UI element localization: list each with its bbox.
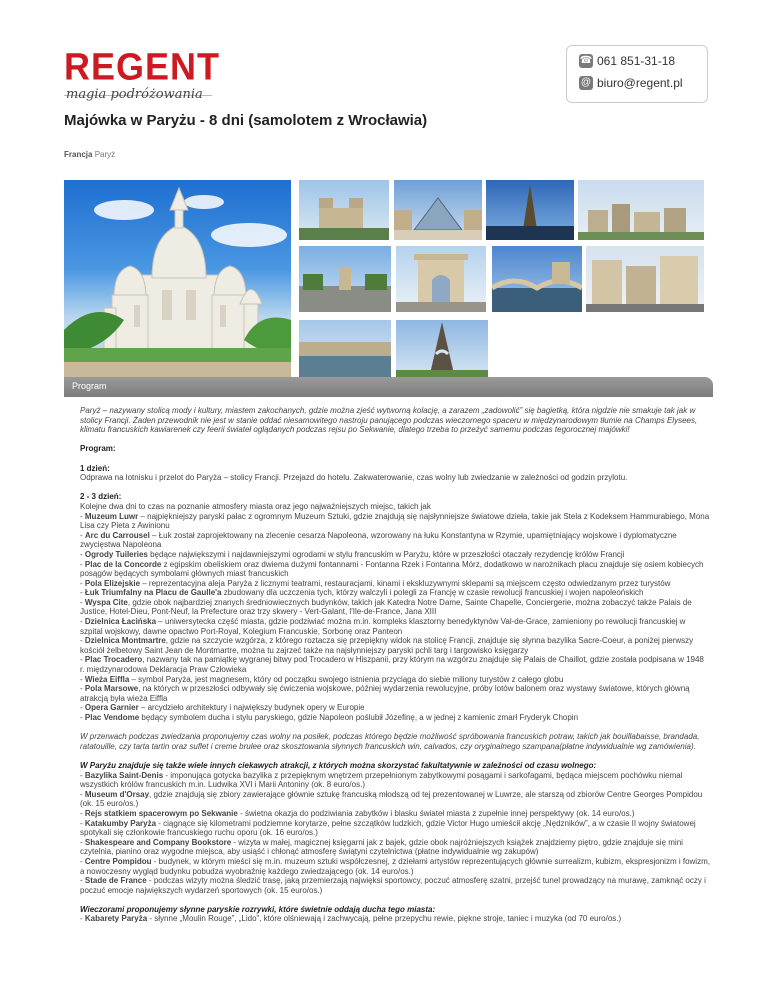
attraction-description: - świetna okazja do podziwiania zabytków i blasku świateł miasta z zupełnie innej perspektywy (ok. 14 euro/os.) xyxy=(237,808,635,818)
photo-eiffel-tower[interactable] xyxy=(396,320,488,378)
breadcrumb xyxy=(64,150,115,159)
attraction-description: – symbol Paryża, jest magnesem, który od początku swojego istnienia przyciąga do siebie miliony turystów z całego globu xyxy=(129,674,564,684)
attraction-description: będący symbolem ducha i stylu paryskiego, gdzie Napoleon poślubił Józefinę, a w jednej z kamienic zmarł Fryderyk Chopin xyxy=(139,713,579,722)
day23-attractions-list xyxy=(80,512,710,723)
attraction-description: z egipskim obeliskiem oraz dwiema dużymi fontannami - Fontanna Rzek i Fontanna Mórz, dodatkowo w narożnikach placu znajduje się osiem kobiecych posągów będących symbolami głównych miast francuskich xyxy=(80,559,704,579)
attraction-name: Stade de France xyxy=(84,876,147,886)
list-item: - Ogrody Tuileries będące największymi i najdawniejszymi ogrodami w stylu francuskim w Paryżu, które w przeszłości otaczały rezydencję królów Francji xyxy=(80,549,625,559)
attraction-description: – reprezentacyjna aleja Paryża z licznymi teatrami, restauracjami, kinami i ekskluzywnymi sklepami są miejscem często odwiedzanym przez turystów xyxy=(140,578,671,588)
attraction-description: zbudowany dla uczczenia tych, którzy walczyli i polegli za Francję w czasie rewolucji francuskiej i wojen napoleońskich xyxy=(221,588,644,598)
attraction-name: Katakumby Paryża xyxy=(84,818,157,828)
day23-label: 2 - 3 dzień: xyxy=(80,492,122,502)
contact-email[interactable]: biuro@regent.pl xyxy=(597,76,683,90)
breadcrumb-city[interactable]: Paryż xyxy=(94,150,116,159)
attraction-name: Pola Elizejskie xyxy=(84,578,141,588)
attraction-name: Shakespeare and Company Bookstore xyxy=(84,837,232,847)
dining-paragraph: W przerwach podczas zwiedzania proponujemy czas wolny na posiłek, podczas którego będzie możliwość spróbowania francuskich potraw, takich jak bouillabaisse, brandada, ratatouille, czy tarta tartin oraz suflet i creme brulee oraz skosztowania słynnych francuskich win, calvados, czy oryginalnego szampana(płatne indywidualnie wg zamówienia). xyxy=(80,732,700,751)
day1-text: Odprawa na lotnisku i przelot do Paryża – stolicy Francji. Przejazd do hotelu. Zakwaterowanie, czas wolny lub zwiedzanie w zależności od godzin przylotu. xyxy=(80,473,628,483)
attraction-name: Wyspa Cite xyxy=(84,597,128,607)
attraction-description: - podczas wizyty można śledzić trasę, jaką przemierzają najwięksi sportowcy, poczuć atmosferę szatni, przejść tunel prowadzący na murawę, zamknąć oczy i poczuć emocje największych wydarzeń sportowych (ok. 15 euro/os.) xyxy=(80,876,706,895)
optional-attractions-list xyxy=(80,771,710,896)
list-item: - Arc du Carrousel – Łuk został zaprojektowany na zlecenie cesarza Napoleona, wzorowany na łuku Konstantyna w Rzymie, upamiętniający wojskowe i dyplomatyczne zwycięstwa Napoleona xyxy=(80,530,677,550)
photo-louvre-pyramid[interactable] xyxy=(394,180,482,240)
photo-seine-river[interactable] xyxy=(299,320,391,378)
evening-attractions-list xyxy=(80,914,710,924)
evening-heading: Wieczorami proponujemy słynne paryskie rozrywki, które świetnie oddają ducha tego miasta: xyxy=(80,904,436,914)
logo-tagline: magia podróżowania xyxy=(66,87,203,102)
photo-sacre-coeur[interactable] xyxy=(64,180,291,378)
list-item: - Rejs statkiem spacerowym po Sekwanie - świetna okazja do podziwiania zabytków i blasku świateł miasta z zupełnie innej perspektywy (ok. 14 euro/os.) xyxy=(80,808,635,818)
attraction-description: – najpiękniejszy paryski pałac z ogromnym Muzeum Sztuki, gdzie znajdują się najsłynniejsze światowe dzieła, takie jak Stela z Kodeksem Hammurabiego, Mona Lisa czy Pieta z Awinionu xyxy=(80,511,710,531)
list-item: - Dzielnica Łacińska – uniwersytecka część miasta, gdzie podziwiać można m.in. kompleks klasztorny benedyktynów Val-de-Grace, zamieniony po rewolucji francuskiej w szpital wojskowy, dawne opactwo Port-Royal, Kolegium Francuskie, Sorbonę oraz Panteon xyxy=(80,617,686,636)
list-item: - Wieża Eiffla – symbol Paryża, jest magnesem, który od początku swojego istnienia przyciąga do siebie miliony turystów z całego globu xyxy=(80,674,564,684)
attraction-name: Pola Marsowe xyxy=(84,684,139,694)
attraction-description: – uniwersytecka część miasta, gdzie podziwiać można m.in. kompleks klasztorny benedyktynów Val-de-Grace, zamieniony po rewolucji francuskiej w szpital wojskowy, dawne opactwo Port-Royal, Kolegium Francuskie, Sorbonę oraz Panteon xyxy=(80,617,686,636)
attraction-description: będące największymi i najdawniejszymi ogrodami w stylu francuskim w Paryżu, które w przeszłości otaczały rezydencję królów Francji xyxy=(147,549,625,559)
regent-logo[interactable] xyxy=(64,44,221,105)
attraction-name: Dzielnica Montmartre xyxy=(84,636,166,646)
list-item: - Stade de France - podczas wizyty można śledzić trasę, jaką przemierzają najwięksi sportowcy, poczuć atmosferę szatni, przejść tunel prowadzący na murawę, zamknąć oczy i poczuć emocje największych wydarzeń sportowych (ok. 15 euro/os.) xyxy=(80,876,706,895)
attraction-description: , gdzie obok najbardziej znanych średniowiecznych budynków, takich jak Katedra Notre Dame, Sainte Chapelle, Conciergerie, można zobaczyć także Palais de Justice, Hotel-Dieu, Pont-Neuf, la Prefecture oraz trzy skwery - Vert-Galant, l'Ile-de-France, Jana XIII xyxy=(80,597,692,617)
contact-phone[interactable]: 061 851-31-18 xyxy=(597,54,676,68)
photo-seine-bridge[interactable] xyxy=(492,246,582,312)
list-item: - Bazylika Saint-Denis - imponująca gotycka bazylika z przepięknym wnętrzem przepełnionym zabytkowymi posągami i sarkofagami, będąca miejscem pochówku niemal wszystkich królów francuskich m.in. Ludwika XVI i Marii Antoniny (ok. 8 euro/os.) xyxy=(80,770,683,790)
list-item: - Wyspa Cite, gdzie obok najbardziej znanych średniowiecznych budynków, takich jak Katedra Notre Dame, Sainte Chapelle, Conciergerie, można zobaczyć także Palais de Justice, Hotel-Dieu, Pont-Neuf, la Prefecture oraz trzy skwery - Vert-Galant, l'Ile-de-France, Jana XIII xyxy=(80,597,692,617)
list-item: - Łuk Triumfalny na Placu de Gaulle'a zbudowany dla uczczenia tych, którzy walczyli i polegli za Francję w czasie rewolucji francuskiej i wojen napoleońskich xyxy=(80,588,644,598)
attraction-description: , nazwany tak na pamiątkę wygranej bitwy pod Trocadero w Hiszpanii, przy którym na wzgórzu znajduje się Palais de Chaillot, gdzie została podpisana w 1948 r. międzynarodowa Deklaracja Praw Człowieka xyxy=(80,655,704,675)
day1-label: 1 dzień: xyxy=(80,463,110,473)
attraction-description: – Łuk został zaprojektowany na zlecenie cesarza Napoleona, wzorowany na łuku Konstantyna w Rzymie, upamiętniający wojskowe i dyplomatyczne zwycięstwa Napoleona xyxy=(80,530,677,550)
program-tab-bar[interactable] xyxy=(64,377,713,397)
list-item: - Katakumby Paryża - ciągnące się kilometrami podziemne korytarze, pełne szczątków ludzkich, gdzie Victor Hugo umieścił akcję „Nędzników”, a w czasie II wojny światowej spotykali się członkowie francuskiego ruchu oporu (ok. 16 euro/os.) xyxy=(80,818,696,838)
attraction-description: , gdzie na szczycie wzgórza, z którego roztacza się przepiękny widok na stolicę Francji, znajduje się słynna bazylika Sacre-Coeur, a poniżej pierwszy kościół żelbetowy Saint Jean de Montmartre, można tu zajrzeć także na najsłynniejszy paryski pchli targ i targowisko księgarzy xyxy=(80,636,694,655)
program-content xyxy=(80,406,710,924)
program-tab-label: Program xyxy=(72,381,107,391)
optional-heading: W Paryżu znajduje się także wiele innych ciekawych atrakcji, z których można skorzystać fakultatywnie w zależności od czasu wolnego: xyxy=(80,760,597,770)
attraction-description: , na których w przeszłości odbywały się ćwiczenia wojskowe, później wydarzenia rewolucyjne, próby lotów balonem oraz wystawy światowe, których główną atrakcją była wieża Eiffla xyxy=(80,684,690,703)
list-item: - Pola Elizejskie – reprezentacyjna aleja Paryża z licznymi teatrami, restauracjami, kinami i ekskluzywnymi sklepami są miejscem często odwiedzanym przez turystów xyxy=(80,578,671,588)
attraction-name: Plac Vendome xyxy=(84,713,140,722)
breadcrumb-country[interactable]: Francja xyxy=(64,150,93,159)
attraction-description: , gdzie znajdują się zbiory zawierające głównie sztukę francuską młodszą od tej prezentowanej w Luwrze, ale starszą od zbiorów Centre Georges Pompidou (ok. 15 euro/os.) xyxy=(80,789,703,809)
attraction-name: Wieża Eiffla xyxy=(84,674,130,684)
list-item: - Plac Vendome będący symbolem ducha i stylu paryskiego, gdzie Napoleon poślubił Józefinę, a w jednej z kamienic zmarł Fryderyk Chopin xyxy=(80,713,579,722)
list-item: - Shakespeare and Company Bookstore - wizyta w małej, magicznej księgarni jak z bajek, gdzie obok najróżniejszych książek znajdziemy piętro, gdzie znajduje się mini czytelnia, pianino oraz wygodne miejsca, aby usiąść i chłonąć atmosferę świątyni czytelnictwa (płatne indywidualnie wg zakupów) xyxy=(80,837,683,857)
attraction-name: Muzeum Luwr xyxy=(84,511,139,521)
attraction-name: Centre Pompidou xyxy=(84,856,152,866)
attraction-name: Opera Garnier xyxy=(84,703,139,713)
attraction-name: Łuk Triumfalny na Placu de Gaulle'a xyxy=(84,588,222,598)
list-item: - Museum d'Orsay, gdzie znajdują się zbiory zawierające głównie sztukę francuską młodszą od tej prezentowanej w Luwrze, ale starszą od zbiorów Centre Georges Pompidou (ok. 15 euro/os.) xyxy=(80,789,703,809)
list-item: - Centre Pompidou - budynek, w którym mieści się m.in. muzeum sztuki współczesnej, z dziełami artystów reprezentujących głównie surrealizm, kubizm, ekspresjonizm i fowizm, a nowoczesny wygląd budynku pobudza wyobraźnię każdego zwiedzającego (ok. 14 euro/os.) xyxy=(80,856,710,876)
attraction-description: - słynne „Moulin Rouge”, „Lido”, które olśniewają i zachwycają, pełne przepychu rewie, piękne stroje, taniec i muzyka (od 70 euro/os.) xyxy=(147,914,622,924)
list-item: - Opera Garnier – arcydzieło architektury i największy budynek opery w Europie xyxy=(80,703,365,713)
photo-gallery xyxy=(64,180,704,380)
list-item: - Muzeum Luwr – najpiękniejszy paryski pałac z ogromnym Muzeum Sztuki, gdzie znajdują się najsłynniejsze światowe dzieła, takie jak Stela z Kodeksem Hammurabiego, Mona Lisa czy Pieta z Awinionu xyxy=(80,511,710,531)
photo-arc-de-triomphe[interactable] xyxy=(396,246,486,312)
list-item: - Plac Trocadero, nazwany tak na pamiątkę wygranej bitwy pod Trocadero w Hiszpanii, przy którym na wzgórzu znajduje się Palais de Chaillot, gdzie została podpisana w 1948 r. międzynarodowa Deklaracja Praw Człowieka xyxy=(80,655,704,675)
phone-icon: ☎ xyxy=(579,55,593,66)
attraction-name: Rejs statkiem spacerowym po Sekwanie xyxy=(84,808,238,818)
attraction-description: - budynek, w którym mieści się m.in. muzeum sztuki współczesnej, z dziełami artystów reprezentujących głównie surrealizm, kubizm, ekspresjonizm i fowizm, a nowoczesny wygląd budynku pobudza wyobraźnię każdego zwiedzającego (ok. 14 euro/os.) xyxy=(80,856,710,876)
contact-box xyxy=(566,45,708,103)
contact-email-row xyxy=(579,76,683,90)
attraction-name: Bazylika Saint-Denis xyxy=(84,770,164,780)
attraction-name: Kabarety Paryża xyxy=(84,914,148,924)
attraction-name: Arc du Carrousel xyxy=(84,530,150,540)
attraction-name: Plac Trocadero xyxy=(84,655,143,665)
list-item: - Plac de la Concorde z egipskim obeliskiem oraz dwiema dużymi fontannami - Fontanna Rzek i Fontanna Mórz, dodatkowo w narożnikach placu znajduje się osiem kobiecych posągów będących symbolami głównych miast francuskich xyxy=(80,559,704,579)
list-item: - Dzielnica Montmartre, gdzie na szczycie wzgórza, z którego roztacza się przepiękny widok na stolicę Francji, znajduje się słynna bazylika Sacre-Coeur, a poniżej pierwszy kościół żelbetowy Saint Jean de Montmartre, można tu zajrzeć także na najsłynniejszy paryski pchli targ i targowisko księgarzy xyxy=(80,636,694,655)
photo-eiffel-night[interactable] xyxy=(486,180,574,240)
list-item: - Pola Marsowe, na których w przeszłości odbywały się ćwiczenia wojskowe, później wydarzenia rewolucyjne, próby lotów balonem oraz wystawy światowe, których główną atrakcją była wieża Eiffla xyxy=(80,684,690,703)
photo-city-view[interactable] xyxy=(578,180,704,240)
attraction-description: - ciągnące się kilometrami podziemne korytarze, pełne szczątków ludzkich, gdzie Victor Hugo umieścił akcję „Nędzników”, a w czasie II wojny światowej spotykali się członkowie francuskiego ruchu oporu (ok. 16 euro/os.) xyxy=(80,818,696,838)
contact-phone-row xyxy=(579,54,675,68)
day23-intro: Kolejne dwa dni to czas na poznanie atmosfery miasta oraz jego najważniejszych miejsc, takich jak xyxy=(80,501,431,511)
attraction-name: Ogrody Tuileries xyxy=(84,549,148,559)
attraction-name: Museum d'Orsay xyxy=(84,789,150,799)
list-item: - Kabarety Paryża - słynne „Moulin Rouge”, „Lido”, które olśniewają i zachwycają, pełne przepychu rewie, piękne stroje, taniec i muzyka (od 70 euro/os.) xyxy=(80,914,622,924)
email-icon: @ xyxy=(580,77,592,88)
logo-wordmark: REGENT xyxy=(64,44,221,88)
photo-street[interactable] xyxy=(586,246,704,312)
intro-paragraph: Paryż – nazywany stolicą mody i kultury, miastem zakochanych, gdzie można zjeść wytworną kolację, a zarazem „zadowolić” się bagietką, która nigdzie nie smakuje tak jak w stolicy Francji. Żaden przewodnik nie jest w stanie oddać niesamowitego nastroju panującego podczas wieczornego spaceru w międzynarodowym tłumie na Champs Elysees, klimatu francuskich kawiarenek czy feerii świateł oglądanych podczas rejsu po Sekwanie, dlatego trzeba to przeżyć samemu podczas tegorocznej majówki! xyxy=(80,406,698,435)
attraction-name: Plac de la Concorde xyxy=(84,559,162,569)
attraction-name: Dzielnica Łacińska xyxy=(84,617,157,627)
photo-champs-elysees[interactable] xyxy=(299,246,391,312)
photo-notre-dame[interactable] xyxy=(299,180,389,240)
attraction-description: – arcydzieło architektury i największy budynek opery w Europie xyxy=(138,703,365,713)
attraction-description: - wizyta w małej, magicznej księgarni jak z bajek, gdzie obok najróżniejszych książek znajdziemy piętro, gdzie znajduje się mini czytelnia, pianino oraz wygodne miejsca, aby usiąść i chłonąć atmosferę świątyni czytelnictwa (płatne indywidualnie wg zakupów) xyxy=(80,837,683,857)
program-heading: Program: xyxy=(80,444,116,454)
page-title: Majówka w Paryżu - 8 dni (samolotem z Wrocławia) xyxy=(64,112,428,129)
attraction-description: - imponująca gotycka bazylika z przepięknym wnętrzem przepełnionym zabytkowymi posągami i sarkofagami, będąca miejscem pochówku niemal wszystkich królów francuskich m.in. Ludwika XVI i Marii Antoniny (ok. 8 euro/os.) xyxy=(80,770,683,790)
